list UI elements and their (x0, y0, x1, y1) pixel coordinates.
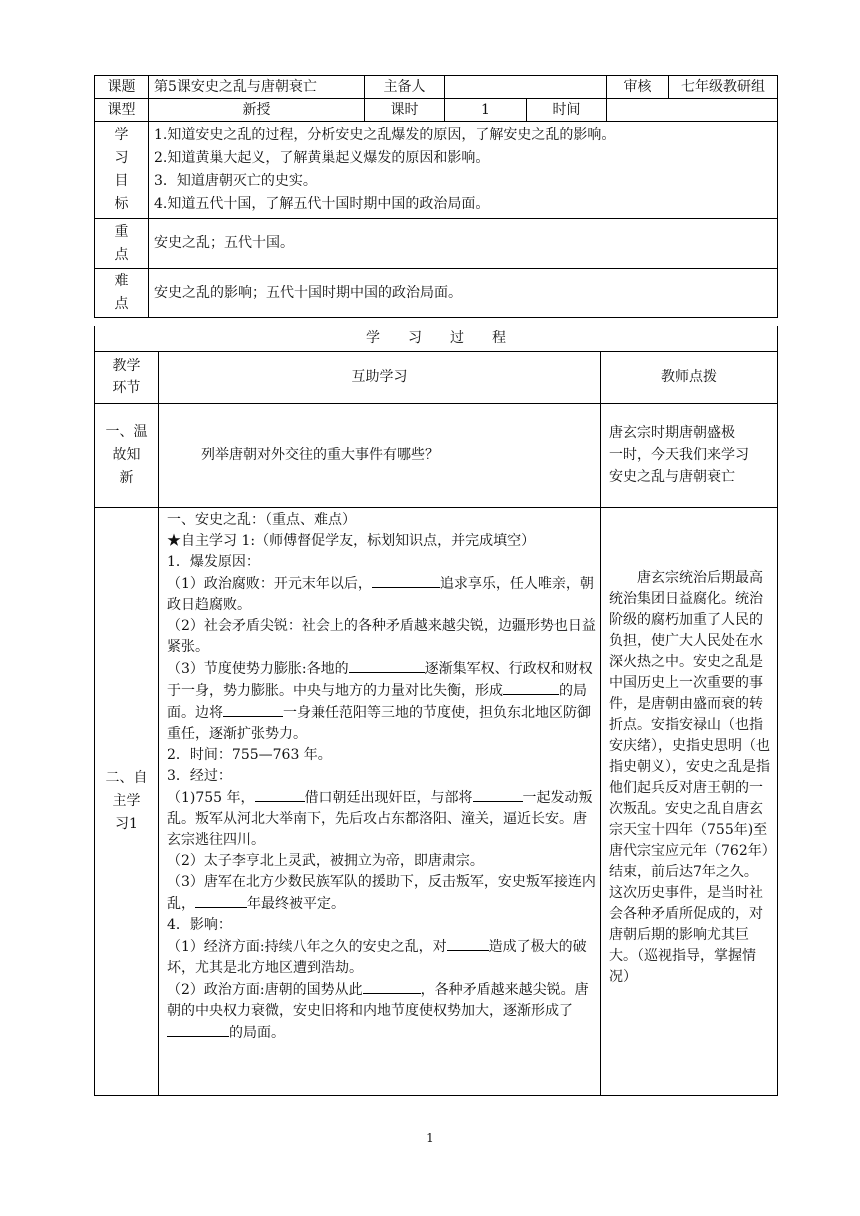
key-points-row (95, 219, 778, 269)
stage-line: 故知 (112, 446, 141, 463)
fill-blank[interactable] (167, 1022, 229, 1037)
stage-header-line: 环节 (112, 380, 141, 396)
header-row-2 (95, 99, 778, 122)
tip-line: 一时，今天我们来学习 (609, 447, 749, 463)
preparer-value (445, 76, 607, 99)
difficulties-label-char: 点 (114, 296, 129, 312)
process-title-row (95, 326, 778, 351)
content-line: （1）经济方面:持续八年之久的安史之乱，对 造成了极大的破坏，尤其是北方地区遭到浩劫。 (167, 936, 596, 979)
content-line: 1．爆发原因： (167, 553, 260, 570)
review-teacher-tip (601, 403, 778, 507)
content-line: （1）政治腐败：开元末年以后， 追求享乐，任人唯亲，朝政日趋腐败。 (167, 573, 596, 616)
content-line: 一、安史之乱：（重点、难点） (167, 511, 356, 528)
hours-value: 1 (445, 99, 527, 122)
stage-line: 新 (119, 469, 134, 486)
lesson-info-table (94, 75, 778, 318)
objective-item: 4.知道五代十国，了解五代十国时期中国的政治局面。 (154, 196, 490, 212)
difficulties-label (95, 269, 149, 318)
mutual-learning-header: 互助学习 (159, 351, 601, 403)
fill-blank[interactable] (372, 573, 440, 588)
fill-blank[interactable] (363, 979, 421, 994)
process-title: 学 习 过 程 (95, 326, 778, 351)
hours-label: 课时 (365, 99, 445, 122)
title-value: 第5课安史之乱与唐朝衰亡 (149, 76, 365, 99)
key-points-label-char: 点 (114, 246, 129, 263)
header-row-1 (95, 76, 778, 99)
fill-blank[interactable] (223, 702, 283, 717)
stage-line: 二、自 (105, 769, 148, 786)
fill-blank[interactable] (349, 658, 425, 673)
objectives-row (95, 122, 778, 219)
content-line: （2）太子李亨北上灵武，被拥立为帝，即唐肃宗。 (167, 852, 484, 869)
objective-item: 3．知道唐朝灭亡的史实。 (154, 173, 317, 189)
objectives-label-char: 学 (114, 127, 129, 143)
content-line: （1)755 年， 借口朝廷出现奸臣，与部将 一起发动叛乱。叛军从河北大举南下，先后攻占东都洛阳、潼关，逼近长安。唐玄宗逃往四川。 (167, 787, 596, 851)
self-study-content (159, 507, 601, 1095)
content-line: 2．时间：755—763 年。 (167, 746, 332, 763)
tip-line: 安史之乱与唐朝衰亡 (609, 469, 735, 485)
section-self-study-row (95, 507, 778, 1095)
type-label: 课型 (95, 99, 149, 122)
section-self-study-stage (95, 507, 159, 1095)
reviewer-value: 七年级教研组 (669, 76, 778, 99)
key-points-text: 安史之乱；五代十国。 (149, 219, 778, 269)
content-line: （3）节度使势力膨胀:各地的 逐渐集军权、行政权和财权于一身，势力膨胀。中央与地方的力量对比失衡，形成 的局面。边将 一身兼任范阳等三地的节度使，担负东北地区防御重任，逐渐扩张势力。 (167, 658, 596, 745)
objectives-label-char: 习 (114, 150, 129, 166)
content-line: ★自主学习 1:（师傅督促学友，标划知识点，并完成填空） (167, 532, 536, 549)
preparer-label: 主备人 (365, 76, 445, 99)
fill-blank[interactable] (447, 936, 489, 951)
stage-line: 一、温 (105, 423, 148, 440)
content-line: （2）政治方面:唐朝的国势从此 ，各种矛盾越来越尖锐。唐朝的中央权力衰微，安史旧将和内地节度使权势加大，逐渐形成了的局面。 (167, 979, 596, 1044)
objectives-label (95, 122, 149, 219)
self-study-teacher-tip: 唐玄宗统治后期最高统治集团日益腐化。统治阶级的腐朽加重了人民的负担，使广大人民处在水深火热之中。安史之乱是中国历史上一次重要的事件，是唐朝由盛而衰的转折点。安指安禄山（也指安庆绪），史指史思明（也指史朝义），安史之乱是指他们起兵反对唐王朝的一次叛乱。安史之乱自唐玄宗天宝十四年（755年)至唐代宗宝应元年（762年）结束，前后达7年之久。这次历史事件，是当时社会各种矛盾所促成的，对唐朝后期的影响尤其巨大。（巡视指导，掌握情况） (601, 507, 778, 1095)
objectives-list (149, 122, 778, 219)
type-value: 新授 (149, 99, 365, 122)
stage-header-line: 教学 (112, 358, 141, 374)
fill-blank[interactable] (195, 893, 247, 908)
difficulties-row (95, 269, 778, 318)
objective-item: 2.知道黄巢大起义，了解黄巢起义爆发的原因和影响。 (154, 150, 490, 166)
section-review-stage (95, 403, 159, 507)
stage-header (95, 351, 159, 403)
content-line: 4．影响： (167, 916, 232, 933)
content-line: （2）社会矛盾尖锐：社会上的各种矛盾越来越尖锐，边疆形势也日益紧张。 (167, 617, 596, 655)
objectives-label-char: 目 (114, 173, 129, 189)
page-number: 1 (426, 1131, 434, 1145)
objective-item: 1.知道安史之乱的过程，分析安史之乱爆发的原因，了解安史之乱的影响。 (154, 127, 616, 143)
stage-line: 习1 (115, 815, 138, 832)
key-points-label (95, 219, 149, 269)
tip-line: 唐玄宗时期唐朝盛极 (609, 425, 735, 441)
section-review-row (95, 403, 778, 507)
fill-blank[interactable] (503, 680, 559, 695)
key-points-label-char: 重 (114, 223, 129, 240)
fill-blank[interactable] (473, 787, 523, 802)
time-value (607, 99, 778, 122)
content-line: 3．经过： (167, 767, 232, 784)
title-label: 课题 (95, 76, 149, 99)
difficulties-label-char: 难 (114, 273, 129, 289)
teacher-guidance-header: 教师点拨 (601, 351, 778, 403)
learning-process-table (94, 326, 778, 1096)
stage-line: 主学 (112, 792, 141, 809)
reviewer-label: 审核 (607, 76, 669, 99)
review-question: 列举唐朝对外交往的重大事件有哪些？ (159, 403, 601, 507)
fill-blank[interactable] (255, 787, 305, 802)
objectives-label-char: 标 (114, 196, 129, 212)
difficulties-text: 安史之乱的影响；五代十国时期中国的政治局面。 (149, 269, 778, 318)
column-header-row (95, 351, 778, 403)
content-line: （3）唐军在北方少数民族军队的援助下，反击叛军，安史叛军接连内乱， 年最终被平定。 (167, 873, 596, 912)
time-label: 时间 (527, 99, 607, 122)
